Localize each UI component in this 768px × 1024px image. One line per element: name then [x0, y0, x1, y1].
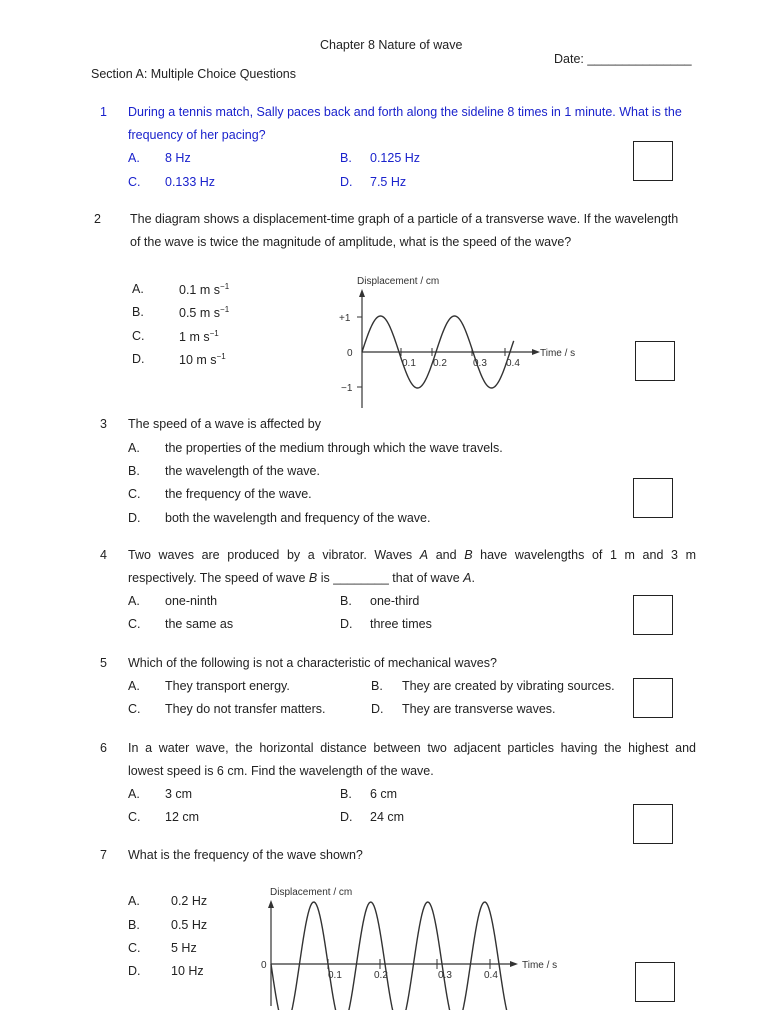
option-text: 1 m $s^{-1}$: [179, 329, 219, 345]
option-text: 10 m $s^{-1}$: [179, 352, 226, 368]
option-text: 0.5 m $s^{-1}$: [179, 305, 230, 321]
x-tick-label: 0.4: [484, 970, 498, 981]
option-text: one-third: [370, 594, 420, 608]
option-letter: A.: [128, 679, 140, 693]
option-letter: A.: [128, 894, 140, 908]
question-text: During a tennis match, Sally paces back and forth along the sideline 8 times in 1 minute. What is the: [128, 105, 682, 119]
answer-box[interactable]: [633, 478, 673, 518]
answer-box[interactable]: [633, 595, 673, 635]
x-axis-label: Time / s: [540, 348, 576, 359]
section-heading: Section A: Multiple Choice Questions: [91, 67, 296, 81]
option-letter: B.: [128, 918, 140, 932]
x-tick-label: 0.3: [473, 358, 487, 369]
question-number: 4: [100, 548, 107, 562]
option-text: They transport energy.: [165, 679, 290, 693]
frequency-wave-graph: [250, 880, 580, 1010]
option-letter: A.: [128, 441, 140, 455]
option-text: 0.1 m $s^{-1}$: [179, 282, 230, 298]
x-axis-label: Time / s: [522, 960, 558, 971]
question-text: What is the frequency of the wave shown?: [128, 848, 363, 862]
y-axis-arrow: [359, 289, 365, 297]
option-text: 0.5 Hz: [171, 918, 208, 932]
option-text: three times: [370, 617, 432, 631]
option-letter: A.: [128, 594, 140, 608]
option-letter: C.: [128, 941, 141, 955]
option-letter: D.: [371, 702, 384, 716]
option-text: both the wavelength and frequency of the wave.: [165, 511, 431, 525]
question-text: lowest speed is 6 cm. Find the wavelength of the wave.: [128, 764, 434, 778]
question-text: The diagram shows a displacement-time graph of a particle of a transverse wave. If the wavelength: [130, 212, 679, 226]
x-axis-arrow: [532, 349, 540, 355]
date-field: Date: _______________: [554, 52, 692, 66]
answer-box[interactable]: [635, 962, 675, 1002]
option-text: 8 Hz: [165, 151, 191, 165]
x-tick-label: 0.3: [438, 970, 452, 981]
x-tick-label: 0.2: [374, 970, 388, 981]
option-text: 12 cm: [165, 810, 200, 824]
option-text: 3 cm: [165, 787, 193, 801]
y-tick-label: 0: [347, 348, 353, 359]
option-letter: D.: [132, 352, 145, 366]
option-text: 5 Hz: [171, 941, 197, 955]
option-letter: C.: [128, 175, 141, 189]
question-text: of the wave is twice the magnitude of amplitude, what is the speed of the wave?: [130, 235, 572, 249]
option-text: 6 cm: [370, 787, 398, 801]
option-letter: C.: [128, 487, 141, 501]
option-letter: B.: [371, 679, 383, 693]
option-text: 0.125 Hz: [370, 151, 421, 165]
x-axis-arrow: [510, 961, 518, 967]
answer-box[interactable]: [635, 341, 675, 381]
option-letter: B.: [128, 464, 140, 478]
displacement-time-graph: [335, 268, 595, 413]
option-text: 10 Hz: [171, 964, 204, 978]
question-number: 2: [94, 212, 101, 226]
y-axis-label: Displacement / cm: [270, 887, 353, 898]
option-text: 0.133 Hz: [165, 175, 216, 189]
y-tick-label: 0: [261, 960, 267, 971]
answer-box[interactable]: [633, 678, 673, 718]
y-tick-label: −1: [341, 383, 353, 394]
option-letter: D.: [340, 810, 353, 824]
option-text: the same as: [165, 617, 234, 631]
option-text: the wavelength of the wave.: [165, 464, 320, 478]
option-text: one-ninth: [165, 594, 218, 608]
question-text: In a water wave, the horizontal distance between two adjacent particles having the highest and: [128, 741, 696, 755]
question-number: 7: [100, 848, 107, 862]
x-tick-label: 0.2: [433, 358, 447, 369]
question-text: Which of the following is not a characteristic of mechanical waves?: [128, 656, 497, 670]
option-letter: C.: [128, 810, 141, 824]
option-text: They do not transfer matters.: [165, 702, 326, 716]
option-letter: C.: [132, 329, 145, 343]
question-number: 6: [100, 741, 107, 755]
option-letter: B.: [340, 151, 352, 165]
option-letter: D.: [340, 617, 353, 631]
question-text: respectively. The speed of wave B is ________ that of wave A.: [128, 571, 475, 585]
option-letter: A.: [128, 787, 140, 801]
question-number: 1: [100, 105, 107, 119]
option-text: They are created by vibrating sources.: [402, 679, 615, 693]
x-tick-label: 0.1: [328, 970, 342, 981]
page-title: Chapter 8 Nature of wave: [320, 38, 463, 52]
option-text: They are transverse waves.: [402, 702, 556, 716]
option-letter: C.: [128, 617, 141, 631]
answer-box[interactable]: [633, 804, 673, 844]
question-text: frequency of her pacing?: [128, 128, 266, 142]
y-axis-label: Displacement / cm: [357, 276, 440, 287]
option-letter: B.: [132, 305, 144, 319]
option-text: the frequency of the wave.: [165, 487, 312, 501]
option-text: 24 cm: [370, 810, 405, 824]
question-number: 5: [100, 656, 107, 670]
x-tick-label: 0.1: [402, 358, 416, 369]
x-tick-label: 0.4: [506, 358, 520, 369]
question-text: The speed of a wave is affected by: [128, 417, 321, 431]
question-text: Two waves are produced by a vibrator. Waves A and B have wavelengths of 1 m and 3 m: [128, 548, 696, 562]
question-number: 3: [100, 417, 107, 431]
option-letter: D.: [340, 175, 353, 189]
option-text: the properties of the medium through which the wave travels.: [165, 441, 503, 455]
option-text: 7.5 Hz: [370, 175, 407, 189]
wave-curve: [271, 902, 510, 1010]
option-letter: D.: [128, 964, 141, 978]
answer-box[interactable]: [633, 141, 673, 181]
option-letter: A.: [128, 151, 140, 165]
option-letter: B.: [340, 787, 352, 801]
option-letter: B.: [340, 594, 352, 608]
option-letter: D.: [128, 511, 141, 525]
option-letter: A.: [132, 282, 144, 296]
option-text: 0.2 Hz: [171, 894, 208, 908]
option-letter: C.: [128, 702, 141, 716]
y-axis-arrow: [268, 900, 274, 908]
y-tick-label: +1: [339, 313, 351, 324]
